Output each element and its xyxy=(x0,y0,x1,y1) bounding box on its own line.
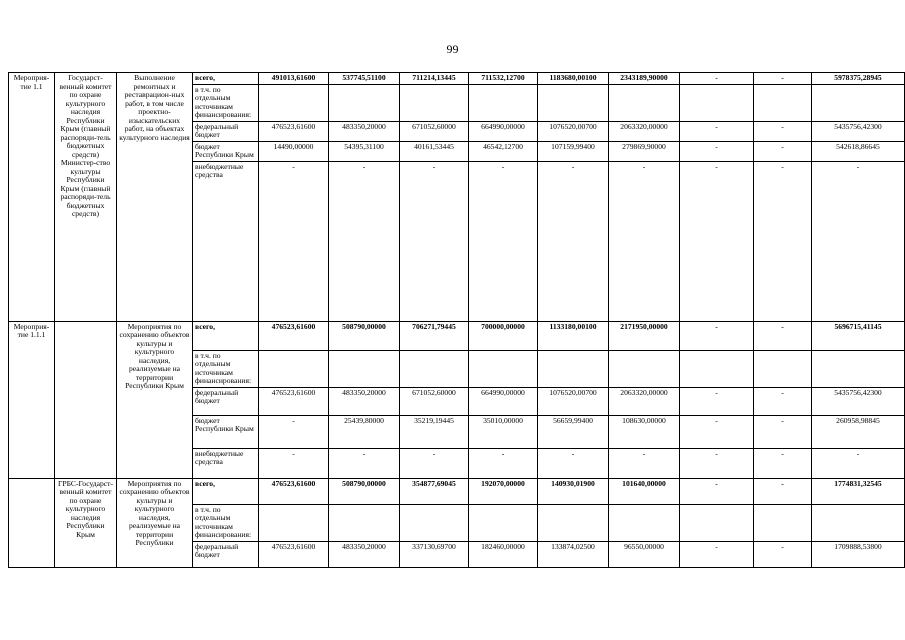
value-cell xyxy=(812,350,905,387)
value-cell: 1076520,00700 xyxy=(538,387,609,415)
value-cell: - xyxy=(754,161,812,321)
value-cell xyxy=(469,84,538,121)
value-cell: 2063320,00000 xyxy=(609,387,680,415)
funding-source: в т.ч. по отдельным источникам финансирования: xyxy=(193,504,259,541)
funding-source: в т.ч. по отдельным источникам финансирования: xyxy=(193,350,259,387)
value-cell: - xyxy=(469,448,538,478)
value-cell: 711532,12700 xyxy=(469,73,538,85)
value-cell: 664990,00000 xyxy=(469,387,538,415)
section-executor xyxy=(55,321,117,478)
value-cell: - xyxy=(259,448,329,478)
value-cell: 483350,20000 xyxy=(329,121,400,141)
value-cell xyxy=(812,504,905,541)
value-cell: 279869,90000 xyxy=(609,141,680,161)
value-cell: 5978375,28945 xyxy=(812,73,905,85)
funding-source: внебюджетные средства xyxy=(193,448,259,478)
value-cell: 711214,13445 xyxy=(400,73,469,85)
value-cell xyxy=(538,350,609,387)
value-cell: 491013,61600 xyxy=(259,73,329,85)
value-cell: 706271,79445 xyxy=(400,321,469,350)
funding-source: всего, xyxy=(193,73,259,85)
value-cell: - xyxy=(329,161,400,321)
value-cell xyxy=(609,504,680,541)
value-cell: - xyxy=(680,161,754,321)
value-cell: 664990,00000 xyxy=(469,121,538,141)
value-cell xyxy=(400,84,469,121)
value-cell: - xyxy=(400,448,469,478)
value-cell: - xyxy=(680,478,754,504)
value-cell xyxy=(538,84,609,121)
value-cell: - xyxy=(754,387,812,415)
value-cell xyxy=(609,84,680,121)
section-id: Мероприя-тие 1.1 xyxy=(9,73,55,322)
value-cell: 35219,19445 xyxy=(400,415,469,448)
value-cell: 1774831,32545 xyxy=(812,478,905,504)
value-cell: - xyxy=(680,541,754,567)
value-cell: 14490,00000 xyxy=(259,141,329,161)
value-cell: 108630,00000 xyxy=(609,415,680,448)
value-cell: 354877,69045 xyxy=(400,478,469,504)
value-cell: 1183680,00100 xyxy=(538,73,609,85)
table-row xyxy=(9,321,905,350)
section-id: Мероприя-тие 1.1.1 xyxy=(9,321,55,478)
value-cell: 54395,31100 xyxy=(329,141,400,161)
value-cell: - xyxy=(754,448,812,478)
funding-source: бюджет Республики Крым xyxy=(193,141,259,161)
funding-source: всего, xyxy=(193,321,259,350)
value-cell xyxy=(259,350,329,387)
value-cell: - xyxy=(538,448,609,478)
value-cell: - xyxy=(812,161,905,321)
value-cell xyxy=(400,350,469,387)
value-cell: - xyxy=(754,73,812,85)
value-cell: - xyxy=(609,448,680,478)
value-cell: - xyxy=(754,121,812,141)
value-cell xyxy=(329,350,400,387)
value-cell: 140930,01900 xyxy=(538,478,609,504)
value-cell: - xyxy=(609,161,680,321)
value-cell: 508790,00000 xyxy=(329,478,400,504)
value-cell: 40161,53445 xyxy=(400,141,469,161)
value-cell: 1709888,53800 xyxy=(812,541,905,567)
value-cell: 337130,69700 xyxy=(400,541,469,567)
value-cell: 476523,61600 xyxy=(259,478,329,504)
value-cell: 133874,02500 xyxy=(538,541,609,567)
value-cell: - xyxy=(680,121,754,141)
section-name: Выполнение ремонтных и реставрацион-ных работ, в том числе проектно-изыскательских работ, на объектах культурного наследия xyxy=(117,73,193,322)
value-cell xyxy=(259,504,329,541)
value-cell xyxy=(538,504,609,541)
page-number: 99 xyxy=(446,42,459,56)
value-cell: 2343189,90000 xyxy=(609,73,680,85)
value-cell: - xyxy=(680,321,754,350)
value-cell xyxy=(259,84,329,121)
value-cell: - xyxy=(754,415,812,448)
value-cell: 1076520,00700 xyxy=(538,121,609,141)
funding-source: бюджет Республики Крым xyxy=(193,415,259,448)
value-cell: - xyxy=(680,415,754,448)
section-id xyxy=(9,478,55,567)
value-cell xyxy=(754,504,812,541)
funding-source: внебюджетные средства xyxy=(193,161,259,321)
value-cell: - xyxy=(469,161,538,321)
value-cell: 700000,00000 xyxy=(469,321,538,350)
section-name: Мероприятия по сохранению объектов культуры и культурного наследия, реализуемые на территории Республики Крым xyxy=(117,321,193,478)
funding-source: федеральный бюджет xyxy=(193,387,259,415)
value-cell xyxy=(680,350,754,387)
value-cell: - xyxy=(754,541,812,567)
value-cell: 508790,00000 xyxy=(329,321,400,350)
value-cell: - xyxy=(680,448,754,478)
value-cell: - xyxy=(259,415,329,448)
value-cell: 1133180,00100 xyxy=(538,321,609,350)
table-row xyxy=(9,73,905,85)
value-cell: 476523,61600 xyxy=(259,321,329,350)
value-cell: 476523,61600 xyxy=(259,541,329,567)
value-cell: - xyxy=(754,321,812,350)
value-cell xyxy=(329,84,400,121)
value-cell: 96550,00000 xyxy=(609,541,680,567)
value-cell: 35010,00000 xyxy=(469,415,538,448)
value-cell: 101640,00000 xyxy=(609,478,680,504)
value-cell xyxy=(754,350,812,387)
value-cell xyxy=(680,84,754,121)
table-row xyxy=(9,478,905,504)
value-cell: - xyxy=(680,141,754,161)
value-cell: 260958,98845 xyxy=(812,415,905,448)
value-cell xyxy=(469,504,538,541)
value-cell: 5435756,42300 xyxy=(812,387,905,415)
value-cell xyxy=(329,504,400,541)
value-cell: 2171950,00000 xyxy=(609,321,680,350)
value-cell: 46542,12700 xyxy=(469,141,538,161)
value-cell: - xyxy=(400,161,469,321)
value-cell: - xyxy=(259,161,329,321)
value-cell: 483350,20000 xyxy=(329,387,400,415)
value-cell: - xyxy=(538,161,609,321)
value-cell: - xyxy=(754,478,812,504)
value-cell: - xyxy=(754,141,812,161)
value-cell xyxy=(754,84,812,121)
value-cell xyxy=(812,84,905,121)
funding-source: в т.ч. по отдельным источникам финансирования: xyxy=(193,84,259,121)
value-cell: 476523,61600 xyxy=(259,121,329,141)
value-cell: 107159,99400 xyxy=(538,141,609,161)
funding-source: федеральный бюджет xyxy=(193,541,259,567)
value-cell: 2063320,00000 xyxy=(609,121,680,141)
value-cell: 192070,00000 xyxy=(469,478,538,504)
section-executor: Государст-венный комитет по охране культурного наследия Республики Крым (главный распоряди-тель бюджетных средств) Министер-ство культуры Республики Крым (главный распоряди-тель бюджетных средств) xyxy=(55,73,117,322)
value-cell: 476523,61600 xyxy=(259,387,329,415)
funding-source: всего, xyxy=(193,478,259,504)
value-cell xyxy=(400,504,469,541)
value-cell: 56659,99400 xyxy=(538,415,609,448)
value-cell: 25439,80000 xyxy=(329,415,400,448)
value-cell: - xyxy=(680,73,754,85)
value-cell: 5435756,42300 xyxy=(812,121,905,141)
value-cell: 537745,51100 xyxy=(329,73,400,85)
value-cell: 182460,00000 xyxy=(469,541,538,567)
value-cell: 5696715,41145 xyxy=(812,321,905,350)
funding-source: федеральный бюджет xyxy=(193,121,259,141)
value-cell xyxy=(469,350,538,387)
value-cell xyxy=(680,504,754,541)
value-cell: 671052,60000 xyxy=(400,387,469,415)
value-cell: - xyxy=(329,448,400,478)
budget-table xyxy=(8,72,905,568)
value-cell: 542618,86645 xyxy=(812,141,905,161)
value-cell: 483350,20000 xyxy=(329,541,400,567)
value-cell: - xyxy=(812,448,905,478)
value-cell: 671052,60000 xyxy=(400,121,469,141)
section-executor: ГРБС-Государст-венный комитет по охране культурного наследия Республики Крым xyxy=(55,478,117,567)
section-name: Мероприятия по сохранению объектов культуры и культурного наследия, реализуемые на территории Республики xyxy=(117,478,193,567)
value-cell xyxy=(609,350,680,387)
value-cell: - xyxy=(680,387,754,415)
